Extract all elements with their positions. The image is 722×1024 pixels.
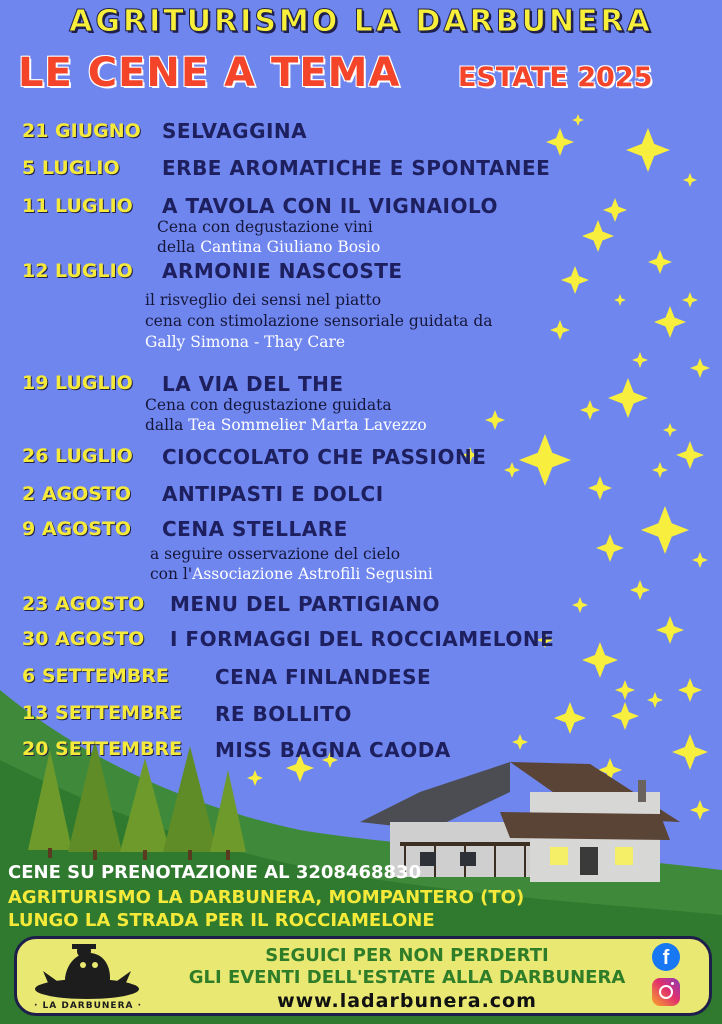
event-date: 13 SETTEMBRE: [22, 702, 183, 724]
event-date: 20 SETTEMBRE: [22, 738, 183, 760]
address-line: LUNGO LA STRADA PER IL ROCCIAMELONE: [8, 910, 435, 931]
event-note: Cena con degustazione guidata: [145, 396, 392, 414]
season-label: ESTATE 2025: [458, 62, 653, 93]
event-note: cena con stimolazione sensoriale guidata da: [145, 312, 493, 330]
follow-text: GLI EVENTI DELL'ESTATE ALLA DARBUNERA: [188, 967, 626, 988]
event-theme: I FORMAGGI DEL ROCCIAMELONE: [170, 627, 555, 651]
event-series-title: LE CENE A TEMA: [18, 50, 401, 96]
event-theme: SELVAGGINA: [162, 119, 308, 143]
event-date: 30 AGOSTO: [22, 628, 145, 650]
event-date: 11 LUGLIO: [22, 195, 133, 217]
event-date: 2 AGOSTO: [22, 483, 132, 505]
event-note: Cena con degustazione vini: [157, 218, 373, 236]
event-theme: RE BOLLITO: [215, 702, 352, 726]
event-theme: LA VIA DEL THE: [162, 372, 344, 396]
event-date: 19 LUGLIO: [22, 372, 133, 394]
follow-text: SEGUICI PER NON PERDERTI: [265, 945, 549, 966]
event-theme: ANTIPASTI E DOLCI: [162, 482, 384, 506]
event-note-highlight: Associazione Astrofili Segusini: [192, 565, 433, 583]
event-date: 5 LUGLIO: [22, 157, 120, 179]
event-note: a seguire osservazione del cielo: [150, 545, 401, 563]
event-theme: ARMONIE NASCOSTE: [162, 259, 403, 283]
event-theme: CENA FINLANDESE: [215, 665, 432, 689]
event-note: con l'Associazione Astrofili Segusini: [150, 565, 433, 583]
event-theme: A TAVOLA CON IL VIGNAIOLO: [162, 194, 499, 218]
website-link[interactable]: www.ladarbunera.com: [277, 990, 537, 1012]
footer-banner: [14, 936, 712, 1016]
event-date: 9 AGOSTO: [22, 518, 132, 540]
event-date: 26 LUGLIO: [22, 445, 133, 467]
event-note-highlight: Tea Sommelier Marta Lavezzo: [188, 416, 427, 434]
event-note: della Cantina Giuliano Bosio: [157, 238, 381, 256]
event-date: 6 SETTEMBRE: [22, 665, 169, 687]
event-note: il risveglio dei sensi nel piatto: [145, 291, 382, 309]
event-theme: MISS BAGNA CAODA: [215, 738, 451, 762]
event-note: dalla Tea Sommelier Marta Lavezzo: [145, 416, 427, 434]
event-theme: CIOCCOLATO CHE PASSIONE: [162, 445, 487, 469]
booking-info: CENE SU PRENOTAZIONE AL 3208468830: [8, 862, 422, 883]
instagram-icon[interactable]: [652, 978, 680, 1006]
page-title: AGRITURISMO LA DARBUNERA: [69, 4, 653, 39]
logo-text: · LA DARBUNERA ·: [33, 1001, 143, 1011]
event-theme: MENU DEL PARTIGIANO: [170, 592, 440, 616]
event-date: 12 LUGLIO: [22, 260, 133, 282]
event-note-highlight: Cantina Giuliano Bosio: [200, 238, 381, 256]
event-theme: CENA STELLARE: [162, 517, 348, 541]
address-line: AGRITURISMO LA DARBUNERA, MOMPANTERO (TO): [8, 887, 525, 908]
event-note: [145, 333, 345, 352]
event-theme: ERBE AROMATICHE E SPONTANEE: [162, 156, 551, 180]
event-date: 23 AGOSTO: [22, 593, 145, 615]
facebook-icon[interactable]: f: [652, 943, 680, 971]
event-note-highlight: Gally Simona - Thay Care: [145, 333, 346, 351]
event-date: 21 GIUGNO: [22, 120, 141, 142]
